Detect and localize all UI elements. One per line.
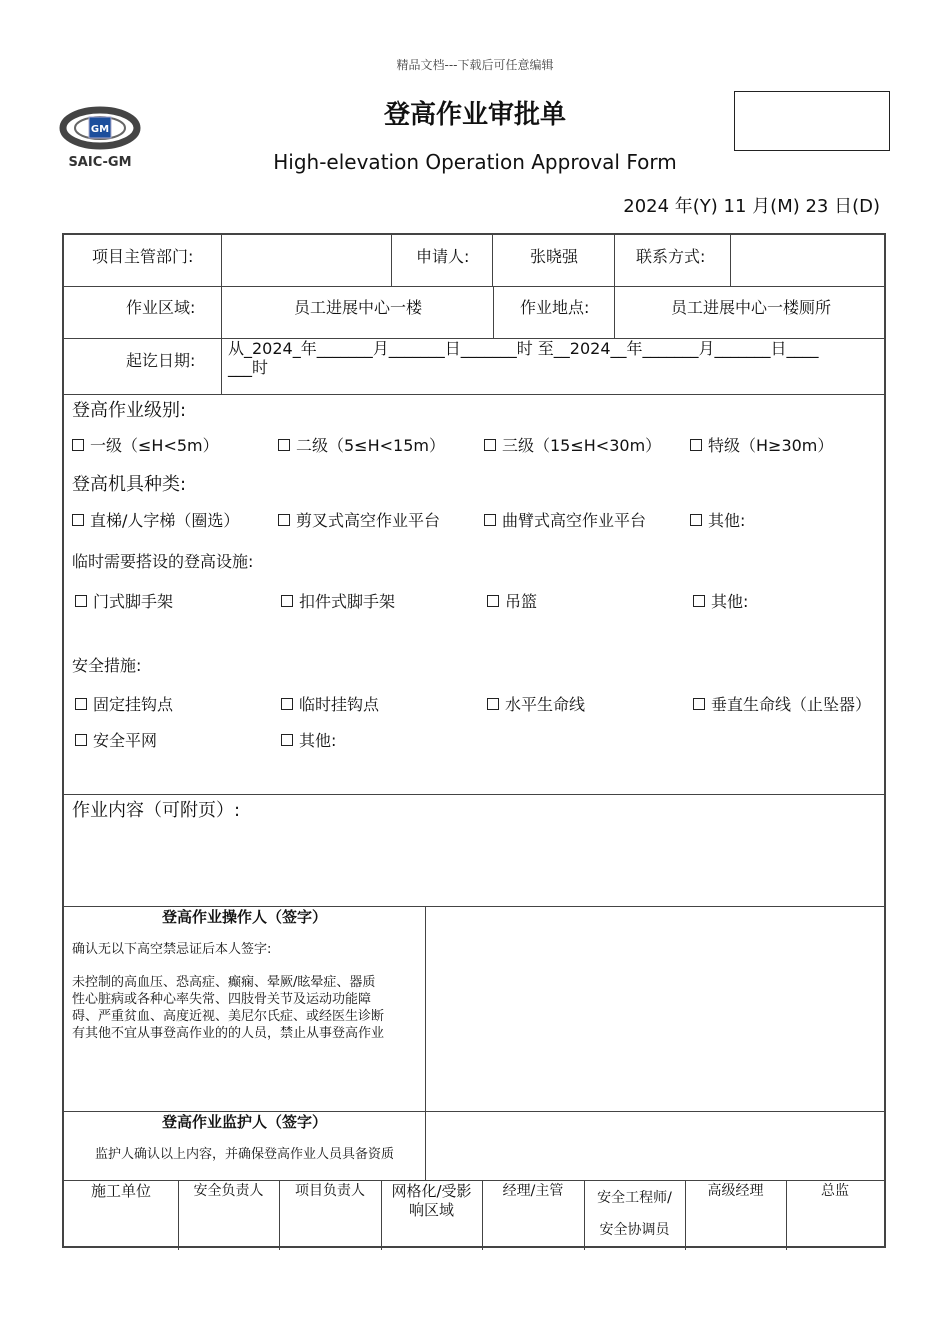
footer-col-safety-engineer[interactable]: 安全工程师/ 安全协调员 [597,1190,672,1238]
temporary-option-3[interactable]: 吊篮 [487,589,537,612]
applicant-label: 申请人: [416,247,470,266]
temporary-option-4[interactable]: 其他: [693,589,748,612]
operator-condition-line-3: 碍、严重贫血、高度近视、美尼尔氏症、或经医生诊断 [72,1009,385,1024]
level-option-2[interactable]: 二级（5≤H<15m） [278,433,445,456]
checkbox-icon [690,439,702,451]
level-option-3[interactable]: 三级（15≤H<30m） [484,433,661,456]
checkbox-icon [72,439,84,451]
footer-col-grid-area[interactable]: 网格化/受影 响区域 [391,1182,472,1219]
checkbox-icon [693,595,705,607]
checkbox-icon [278,514,290,526]
operator-note: 确认无以下高空禁忌证后本人签字: [72,942,272,957]
monitor-signature-field[interactable] [428,1111,884,1180]
checkbox-icon [693,698,705,710]
checkbox-icon [281,698,293,710]
safety-option-3[interactable]: 水平生命线 [487,692,585,715]
logo-text: SAIC-GM [68,155,132,170]
safety-option-2[interactable]: 临时挂钩点 [281,692,379,715]
checkbox-icon [690,514,702,526]
content-title: 作业内容（可附页）: [72,800,241,821]
equipment-option-1[interactable]: 直梯/人字梯（圈选） [72,508,239,531]
checkbox-icon [484,514,496,526]
operator-condition-line-1: 未控制的高血压、恐高症、癫痫、晕厥/眩晕症、器质 [72,975,376,990]
checkbox-icon [72,514,84,526]
level-title: 登高作业级别: [72,400,187,421]
checkbox-icon [487,698,499,710]
checkbox-icon [484,439,496,451]
equipment-option-3[interactable]: 曲臂式高空作业平台 [484,508,646,531]
level-option-1[interactable]: 一级（≤H<5m） [72,433,219,456]
safety-option-5[interactable]: 安全平网 [75,728,157,751]
equipment-title: 登高机具种类: [72,474,187,495]
equipment-option-2[interactable]: 剪叉式高空作业平台 [278,508,440,531]
watermark-text: 精品文档---下载后可任意编辑 [396,58,554,72]
footer-col-director[interactable]: 总监 [821,1183,849,1199]
temporary-title: 临时需要搭设的登高设施: [72,552,254,571]
contact-label: 联系方式: [636,247,706,266]
form-subtitle: High-elevation Operation Approval Form [273,150,677,174]
footer-col-project-lead[interactable]: 项目负责人 [295,1183,365,1199]
operator-condition-line-2: 性心脏病或各种心率失常、四肢骨关节及运动功能障 [72,992,372,1007]
monitor-note: 监护人确认以上内容，并确保登高作业人员具备资质 [94,1147,394,1162]
checkbox-icon [75,698,87,710]
checkbox-icon [75,595,87,607]
period-line-1: 从_2024_年_______月_______日_______时 至__2024__年_______月_______日____ [228,339,819,358]
operator-condition-line-4: 有其他不宜从事登高作业的的人员，禁止从事登高作业 [72,1026,385,1041]
form-date: 2024 年(Y) 11 月(M) 23 日(D) [623,196,880,217]
temporary-option-2[interactable]: 扣件式脚手架 [281,589,395,612]
safety-option-4[interactable]: 垂直生命线（止坠器） [693,692,871,715]
area-value: 员工进展中心一楼 [293,298,422,317]
contact-field[interactable] [733,235,883,286]
approval-form-table [62,233,886,1248]
applicant-value: 张晓强 [529,247,578,266]
operator-signature-field[interactable] [428,906,884,1111]
period-label: 起讫日期: [126,351,196,370]
equipment-option-4[interactable]: 其他: [690,508,745,531]
checkbox-icon [281,595,293,607]
location-value: 员工进展中心一楼厕所 [670,298,831,317]
location-label: 作业地点: [520,298,590,317]
dept-field[interactable] [224,235,389,286]
checkbox-icon [278,439,290,451]
approval-footer [64,1180,884,1250]
safety-option-1[interactable]: 固定挂钩点 [75,692,173,715]
safety-option-6[interactable]: 其他: [281,728,336,751]
footer-col-senior-manager[interactable]: 高级经理 [707,1183,764,1199]
footer-col-safety-lead[interactable]: 安全负责人 [193,1183,264,1199]
dept-label: 项目主管部门: [92,247,194,266]
form-title: 登高作业审批单 [383,100,566,130]
monitor-title: 登高作业监护人（签字） [161,1113,327,1131]
checkbox-icon [75,734,87,746]
content-field[interactable] [64,825,884,905]
footer-col-manager[interactable]: 经理/主管 [502,1183,564,1199]
period-line-2: ___时 [228,358,269,377]
logo-badge-text: GM [90,124,110,135]
checkbox-icon [281,734,293,746]
temporary-option-1[interactable]: 门式脚手架 [75,589,173,612]
operator-title: 登高作业操作人（签字） [161,908,327,926]
checkbox-icon [487,595,499,607]
stamp-box [734,91,890,151]
footer-col-contractor[interactable]: 施工单位 [90,1182,151,1200]
safety-title: 安全措施: [72,656,142,675]
level-option-4[interactable]: 特级（H≥30m） [690,433,833,456]
area-label: 作业区域: [126,298,196,317]
